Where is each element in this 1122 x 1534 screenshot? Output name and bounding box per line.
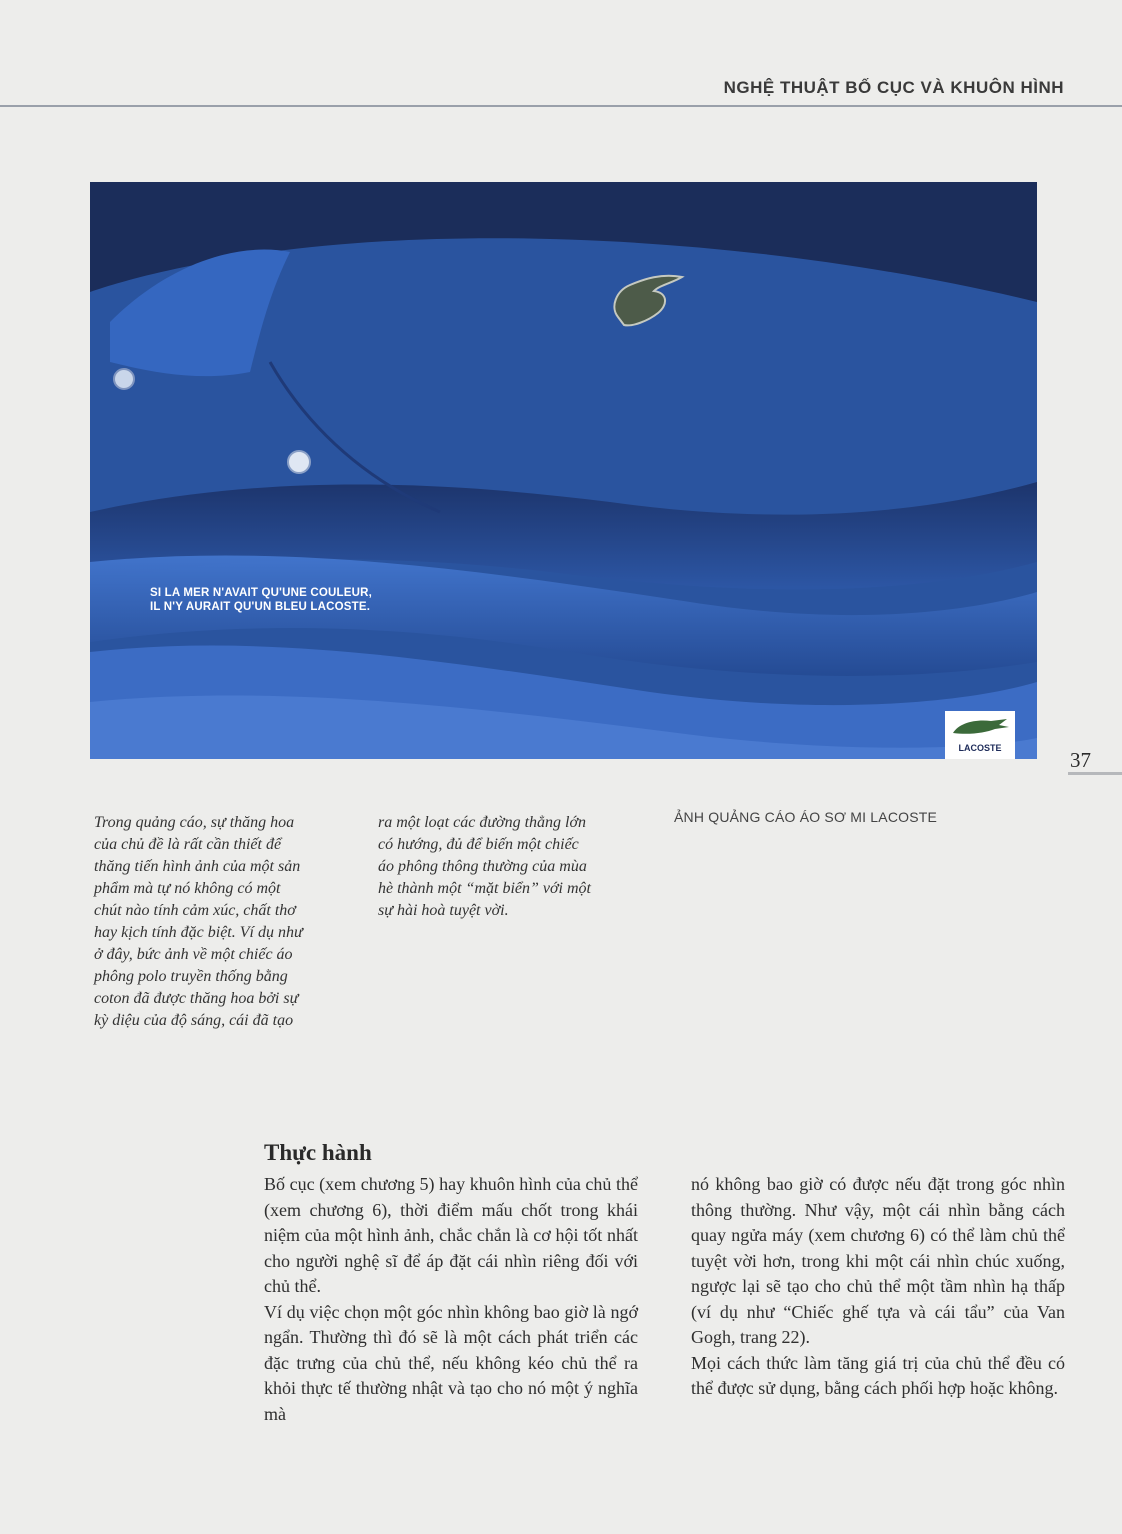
caption-line: ra một loạt các đường thẳng lớn: [378, 814, 587, 831]
lacoste-ad-photo: [90, 182, 1037, 759]
photo-caption-label: ẢNH QUẢNG CÁO ÁO SƠ MI LACOSTE: [674, 809, 938, 825]
tagline-line-1: SI LA MER N'AVAIT QU'UNE COULEUR,: [150, 587, 373, 599]
body-paragraph: nó không bao giờ có được nếu đặt trong góc nhìn thông thường. Như vậy, một cái nhìn bằng cách quay ngửa máy (xem chương 6) có thể làm chủ thể tuyệt vời hơn, trong khi một cái nhìn chúc xuống, ngược lại sẽ tạo cho chủ thể một tầm nhìn hạ thấp (ví dụ như “Chiếc ghế tựa và cái tẩu” của Van Gogh, trang 22).: [691, 1174, 1065, 1347]
caption-line: chút nào tính cảm xúc, chất thơ: [94, 902, 296, 919]
body-column-1: [264, 1172, 638, 1427]
button-icon: [288, 451, 310, 473]
caption-line: hè thành một “mặt biển” với một: [378, 880, 591, 897]
caption-line: sự hài hoà tuyệt vời.: [378, 902, 509, 919]
section-heading: Thực hành: [264, 1140, 372, 1165]
caption-line: Trong quảng cáo, sự thăng hoa: [94, 814, 295, 831]
caption-line: phông polo truyền thống bằng: [94, 968, 288, 985]
button-icon: [114, 369, 134, 389]
crocodile-emblem-icon: [945, 711, 1015, 741]
caption-line: áo phông thông thường của mùa: [378, 858, 587, 875]
caption-column-2: [378, 812, 648, 922]
brand-badge: [945, 711, 1015, 759]
ad-tagline: [150, 586, 372, 614]
caption-line: hay kịch tính đặc biệt. Ví dụ như: [94, 924, 303, 941]
caption-line: của chủ đề là rất cần thiết để: [94, 836, 282, 853]
tagline-line-2: IL N'Y AURAIT QU'UN BLEU LACOSTE.: [150, 601, 371, 613]
caption-column-1: [94, 812, 364, 1032]
brand-name: LACOSTE: [958, 743, 1002, 753]
caption-line: coton đã được thăng hoa bởi sự: [94, 990, 299, 1007]
running-header: NGHỆ THUẬT BỐ CỤC VÀ KHUÔN HÌNH: [723, 78, 1064, 97]
page-number-rule: [1068, 772, 1122, 775]
body-column-2: [691, 1172, 1065, 1402]
body-paragraph: Mọi cách thức làm tăng giá trị của chủ thể đều có thể được sử dụng, bằng cách phối hợp hoặc không.: [691, 1352, 1065, 1398]
header-divider: [0, 105, 1122, 107]
caption-line: phẩm mà tự nó không có một: [94, 880, 281, 897]
caption-line: có hướng, đủ để biến một chiếc: [378, 836, 579, 853]
page-number: 37: [1070, 748, 1091, 772]
caption-line: kỳ diệu của độ sáng, cái đã tạo: [94, 1012, 294, 1029]
body-paragraph: Bố cục (xem chương 5) hay khuôn hình của chủ thể (xem chương 6), thời điểm mấu chốt trong khái niệm của một hình ảnh, chắc chắn là cơ hội tốt nhất cho người nghệ sĩ để áp đặt cái nhìn riêng đối với chủ thể.: [264, 1174, 638, 1296]
caption-line: thăng tiến hình ảnh của một sản: [94, 858, 301, 875]
caption-line: ở đây, bức ảnh về một chiếc áo: [94, 946, 293, 963]
polo-shirt-illustration: [90, 182, 1037, 759]
body-paragraph: Ví dụ việc chọn một góc nhìn không bao giờ là ngớ ngẩn. Thường thì đó sẽ là một cách phát triển các đặc trưng của chủ thể, nếu không kéo chủ thể ra khỏi thực tế thường nhật và tạo cho nó một ý nghĩa mà: [264, 1301, 638, 1424]
